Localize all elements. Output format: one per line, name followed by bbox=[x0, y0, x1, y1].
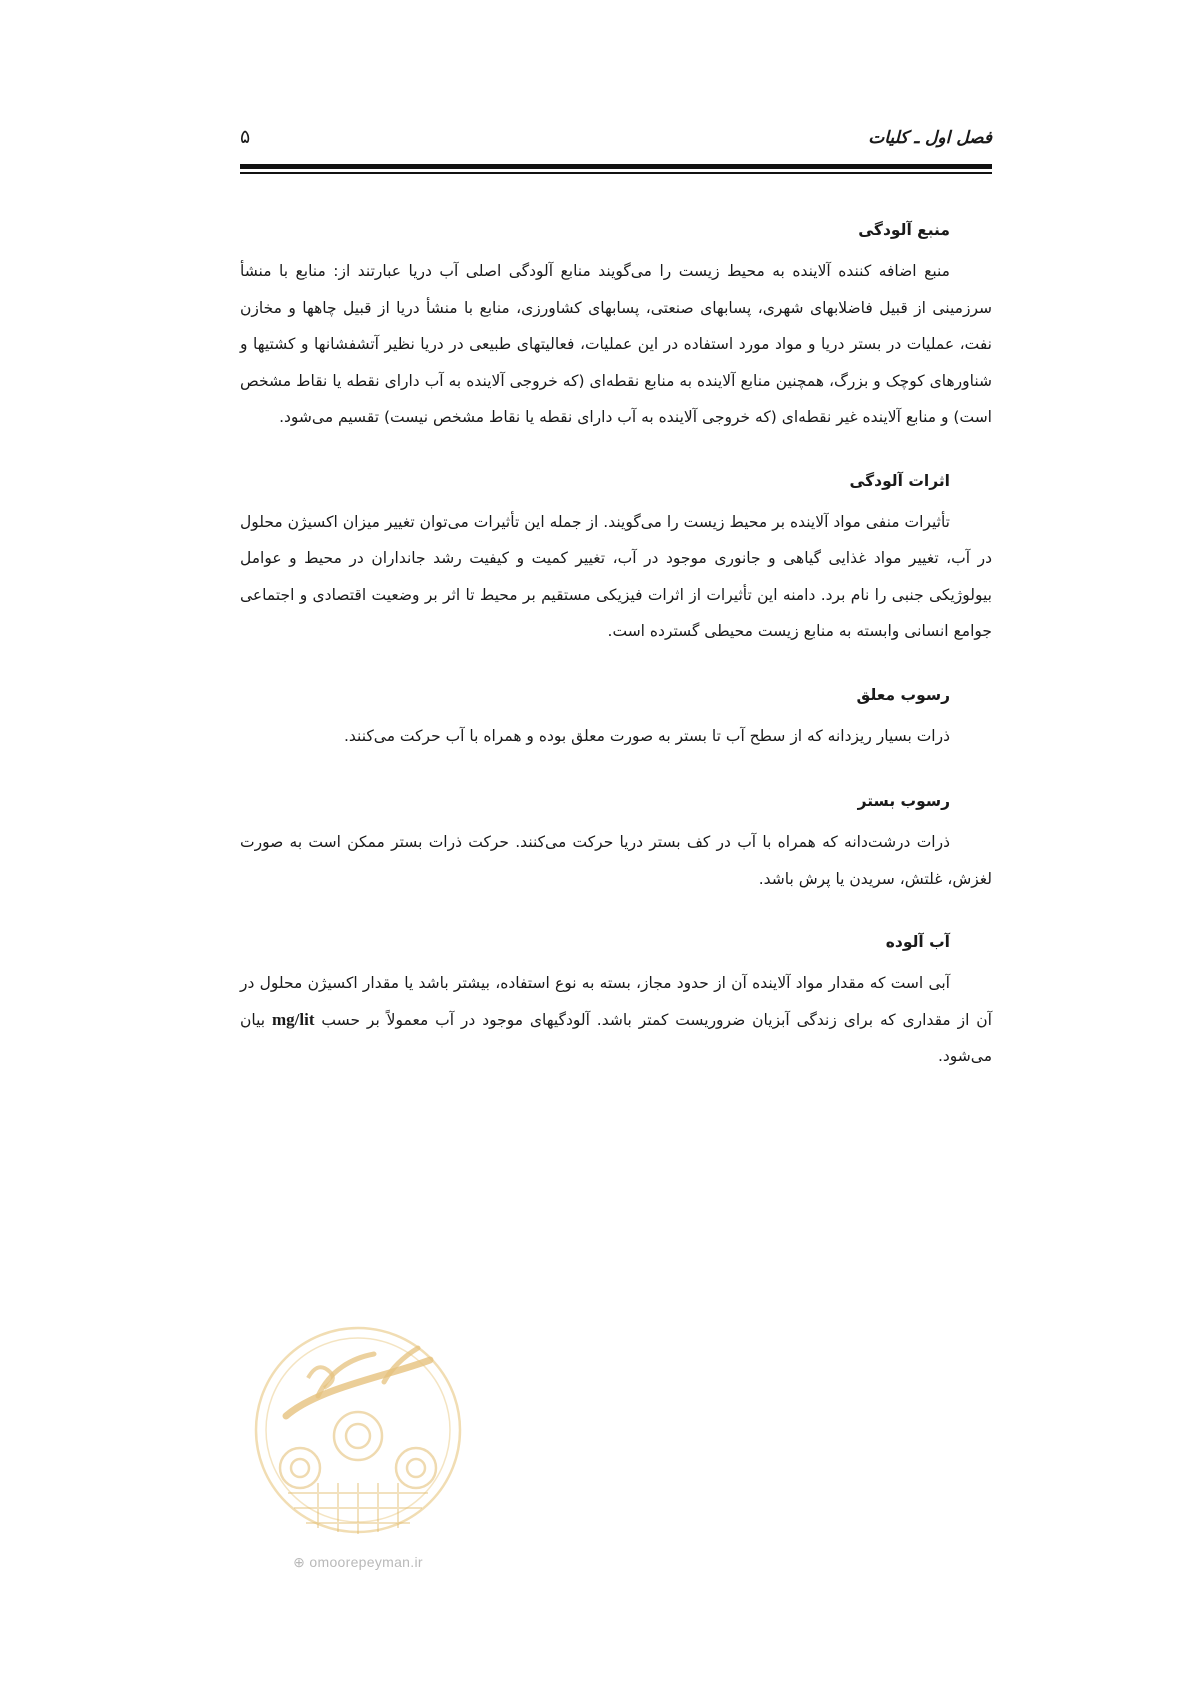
paragraph-pollution-effects: تأثیرات منفی مواد آلاینده بر محیط زیست را می‌گویند. از جمله این تأثیرات می‌توان تغییر میزان اکسیژن محلول در آب، تغییر مواد غذایی گیاهی و جانوری موجود در آب، تغییر کمیت و کیفیت رشد جانداران در محیط و عوامل بیولوژیکی جنبی را نام برد. دامنه این تأثیرات از اثرات فیزیکی مستقیم بر محیط تا اثر بر وضعیت اقتصادی و اجتماعی جوامع انسانی وابسته به منابع زیست محیطی گسترده است. bbox=[240, 512, 992, 640]
chapter-title: فصل اول ـ کلیات bbox=[868, 128, 992, 148]
section-heading-pollution-effects: اثرات آلودگی bbox=[849, 471, 950, 490]
unit-mg-lit: mg/lit bbox=[272, 1009, 315, 1029]
paragraph-polluted-water-end: بیان می‌شود. bbox=[240, 1010, 992, 1065]
paragraph-pollution-source: منبع اضافه کننده آلاینده به محیط زیست را می‌گویند منابع آلودگی اصلی آب دریا عبارتند از: منابع با منشأ سرزمینی از قبیل فاضلابهای شهری، پسابهای صنعتی، پسابهای کشاورزی، منابع با منشأ دریا از قبیل چاهها و مخازن نفت، عملیات در بستر دریا و مواد مورد استفاده در این عملیات، فعالیتهای طبیعی در دریا نظیر آتشفشانها و کشتیها و شناورهای کوچک و بزرگ، همچنین منابع آلاینده به منابع نقطه‌ای (که خروجی آلاینده به آب دارای نقطه یا نقاط مشخص است) و منابع آلاینده غیر نقطه‌ای (که خروجی آلاینده به آب دارای نقطه یا نقاط مشخص نیست) تقسیم می‌شود. bbox=[240, 262, 992, 426]
section-heading-suspended-sediment: رسوب معلق bbox=[856, 685, 950, 704]
page-number: ۵ bbox=[240, 126, 251, 148]
watermark-site: omoorepeyman.ir bbox=[309, 1554, 423, 1570]
watermark-site-text bbox=[248, 1554, 468, 1571]
header-rule-thick bbox=[240, 164, 992, 169]
section-heading-bed-sediment: رسوب بستر bbox=[857, 792, 950, 810]
header-rule-thin bbox=[240, 172, 992, 174]
paragraph-polluted-water-start: آبی است که مقدار مواد آلاینده آن از حدود مجاز، بسته به نوع استفاده، بیشتر باشد یا مقدار اکسیژن محلول در آن از مقداری که برای زندگی آبزیان ضروریست کمتر باشد. آلودگیهای موجود در آب معمولاً بر حسب bbox=[240, 974, 992, 1029]
section-heading-pollution-source: منبع آلودگی bbox=[858, 221, 950, 239]
watermark-seal-logo bbox=[248, 1318, 468, 1588]
running-header bbox=[240, 128, 992, 160]
paragraph-polluted-water bbox=[240, 965, 992, 1075]
paragraph-suspended-sediment: ذرات بسیار ریزدانه که از سطح آب تا بستر به صورت معلق بوده و همراه با آب حرکت می‌کنند. bbox=[343, 726, 950, 745]
page-content bbox=[240, 215, 992, 1105]
watermark-site-icon: ⊕ bbox=[293, 1554, 306, 1570]
paragraph-bed-sediment: ذرات درشت‌دانه که همراه با آب در کف بستر دریا حرکت می‌کنند. حرکت ذرات بستر ممکن است به صورت لغزش، غلتش، سریدن یا پرش باشد. bbox=[240, 833, 992, 888]
seal-graphic bbox=[248, 1318, 468, 1548]
section-heading-polluted-water: آب آلوده bbox=[885, 933, 950, 951]
